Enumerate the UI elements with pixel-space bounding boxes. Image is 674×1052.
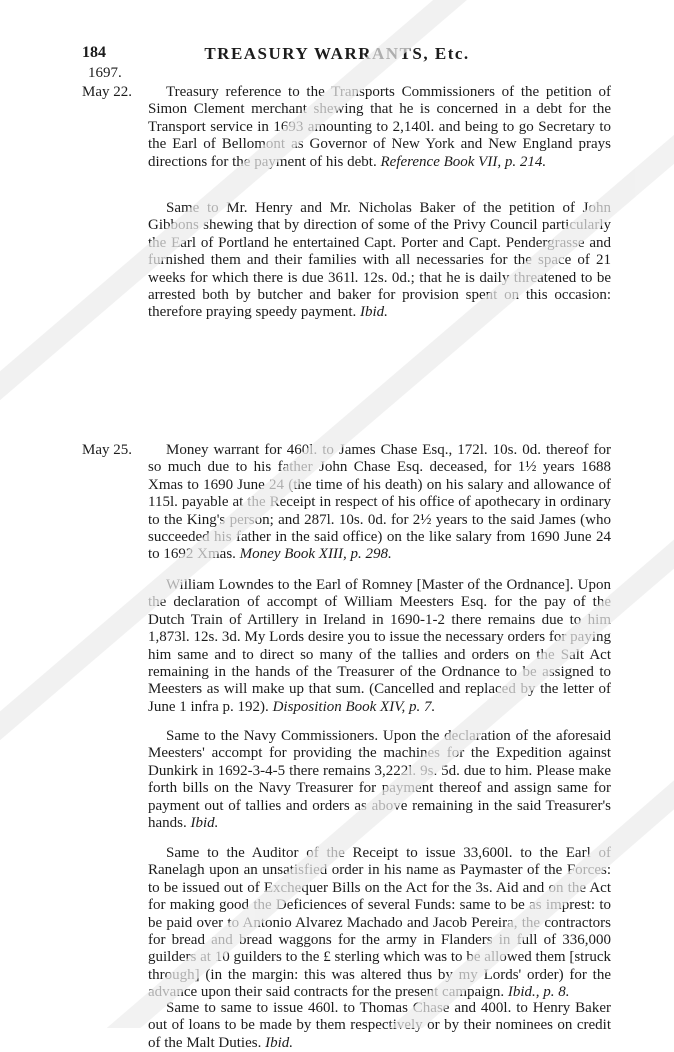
entry-paragraph: Same to the Navy Commissioners. Upon the declaration of the aforesaid Meesters' accompt for providing the machines for the Expedition against Dunkirk in 1692-3-4-5 there remains 3,222l. 9s. 5d. due to him. Please make forth bills on the Navy Treasurer for payment thereof and assign same for payment out of tallies and orders as above remaining in the said Treasurer's hands. Ibid. xyxy=(148,728,611,832)
entry-paragraph: William Lowndes to the Earl of Romney [Master of the Ordnance]. Upon the declaration of accompt of William Meesters Esq. for the pay of the Dutch Train of Artillery in Ireland in 1690-1-2 there remains due to him 1,873l. 12s. 3d. My Lords desire you to issue the necessary orders for paying him same and to direct so many of the tallies and orders on the Salt Act remaining in the hands of the Treasurer of the Ordnance to be assigned to Meesters as will make up that sum. (Cancelled and replaced by the letter of June 1 infra p. 192). Disposition Book XIV, p. 7. xyxy=(148,577,611,715)
running-title: TREASURY WARRANTS, Etc. xyxy=(204,44,470,63)
entry-paragraph: Same to Mr. Henry and Mr. Nicholas Baker of the petition of John Gibbons shewing that by direction of some of the Privy Council particularly the Earl of Portland he entertained Capt. Porter and Capt. Pendergrasse and furnished them and their families with all necessaries for the space of 21 weeks for which there is due 361l. 12s. 0d.; that he is daily threatened to be arrested both by butcher and baker for provision spent on this occasion: therefore praying speedy payment. Ibid. xyxy=(148,200,611,321)
page-header xyxy=(0,44,674,66)
entry-paragraph: Money warrant for 460l. to James Chase Esq., 172l. 10s. 0d. thereof for so much due to his father John Chase Esq. deceased, for 1½ years 1688 Xmas to 1690 June 24 (the time of his death) on his salary and allowance of 115l. payable at the Receipt in respect of his office of apothecary in ordinary to the King's person; and 287l. 10s. 0d. for 2½ years to the said James (who succeeded his father in the said office) on the like salary from 1690 June 24 to 1692 Xmas. Money Book XIII, p. 298. xyxy=(148,442,611,563)
date-may-25: May 25. xyxy=(82,442,132,458)
year-marginal: 1697. xyxy=(88,65,122,81)
date-may-22: May 22. xyxy=(82,84,132,100)
entry-paragraph: Treasury reference to the Transports Commissioners of the petition of Simon Clement merchant shewing that he is concerned in a debt for the Transport service in 1693 amounting to 2,140l. and being to go Secretary to the Earl of Bellomont as Governor of New York and New England prays directions for the payment of his debt. Reference Book VII, p. 214. xyxy=(148,84,611,170)
entry-paragraph: Same to the Auditor of the Receipt to issue 33,600l. to the Earl of Ranelagh upon an unsatisfied order in his name as Paymaster of the Forces: to be issued out of Exchequer Bills on the Act for the 3s. Aid and on the Act for making good the Deficiences of several Funds: same to be as imprest: to be paid over to Antonio Alvarez Machado and Jacob Pereira, the contractors for bread and bread waggons for the army in Flanders in full of 336,000 guilders at 10 guilders to the £ sterling which was to be allowed them [struck through] (in the margin: this was altered thus by my Lords' order) for the advance upon their said contracts for the present campaign. Ibid., p. 8. xyxy=(148,845,611,1001)
page-number: 184 xyxy=(82,44,106,61)
entry-paragraph: Same to same to issue 460l. to Thomas Chase and 400l. to Henry Baker out of loans to be made by them respectively or by their nominees on credit of the Malt Duties. Ibid. xyxy=(148,1000,611,1051)
